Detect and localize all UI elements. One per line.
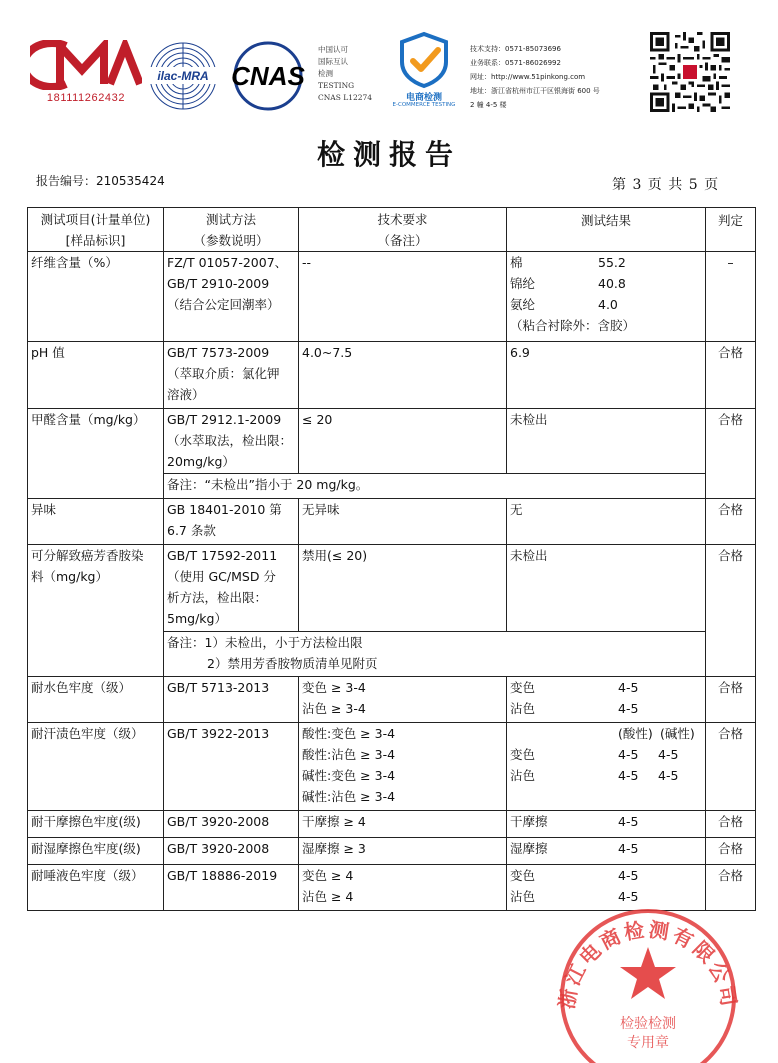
seal-ring-text: 浙江电商检测有限公司 (554, 917, 742, 1011)
item-cell: 耐汗渍色牢度（级） (28, 723, 164, 811)
requirement-cell: 变色 ≥ 3-4 沾色 ≥ 3-4 (299, 677, 507, 723)
item-cell: 甲醛含量（mg/kg） (28, 409, 164, 499)
contact-info (470, 42, 640, 112)
requirement-cell: 变色 ≥ 4 沾色 ≥ 4 (299, 865, 507, 911)
remark-cell: 备注：1）未检出，小于方法检出限 2）禁用芳香胺物质清单见附页 (164, 632, 706, 677)
result-cell: 无 (507, 499, 706, 545)
verdict-cell: 合格 (706, 545, 756, 677)
contact-line: 地址：浙江省杭州市江干区银海街 600 号 (470, 87, 600, 95)
cert-line: 检测 (318, 69, 333, 78)
verdict-cell: 合格 (706, 499, 756, 545)
result-cell: (酸性) (碱性) 变色 4-5 4-5 沾色 4-5 4-5 (507, 723, 706, 811)
cert-line: 中国认可 (318, 45, 348, 54)
requirement-cell: -- (299, 252, 507, 342)
item-cell: 可分解致癌芳香胺染 料（mg/kg） (28, 545, 164, 677)
method-cell: GB/T 17592-2011 （使用 GC/MSD 分 析方法，检出限： 5mg/kg） (164, 545, 299, 632)
result-cell: 干摩擦 4-5 (507, 811, 706, 838)
method-cell: GB/T 3920-2008 (164, 811, 299, 838)
method-cell: GB/T 5713-2013 (164, 677, 299, 723)
verdict-cell: 合格 (706, 838, 756, 865)
contact-line: 技术支持：0571-85073696 (470, 45, 561, 53)
table-row (28, 838, 756, 865)
table-row (28, 677, 756, 723)
result-cell: 棉 55.2 锦纶 40.8 氨纶 4.0 （粘合衬除外：含胶） (507, 252, 706, 342)
method-cell: GB/T 18886-2019 (164, 865, 299, 911)
ecommerce-sub: E-COMMERCE TESTING (392, 102, 456, 108)
table-header-row (28, 208, 756, 252)
accreditation-text (318, 44, 388, 104)
report-number: 报告编号：210535424 (36, 174, 165, 188)
method-cell: GB/T 3922-2013 (164, 723, 299, 811)
cnas-text: CNAS (231, 61, 305, 91)
qr-code-icon (650, 32, 730, 112)
cma-logo (30, 40, 142, 112)
item-cell: pH 值 (28, 342, 164, 409)
verdict-cell: 合格 (706, 409, 756, 499)
result-cell: 湿摩擦 4-5 (507, 838, 706, 865)
item-cell: 异味 (28, 499, 164, 545)
verdict-cell: – (706, 252, 756, 342)
contact-line: 网址：http://www.51pinkong.com (470, 73, 586, 81)
test-results-table (27, 207, 756, 911)
ilac-mra-logo (146, 40, 220, 112)
shield-check-icon (384, 30, 464, 90)
table-row (28, 723, 756, 811)
requirement-cell: 干摩擦 ≥ 4 (299, 811, 507, 838)
item-cell: 耐唾液色牢度（级） (28, 865, 164, 911)
method-cell: GB/T 7573-2009 （萃取介质：氯化钾 溶液） (164, 342, 299, 409)
verdict-cell: 合格 (706, 865, 756, 911)
cert-line: 国际互认 (318, 57, 348, 66)
result-cell: 未检出 (507, 409, 706, 474)
method-cell: GB/T 3920-2008 (164, 838, 299, 865)
table-row (28, 545, 756, 632)
result-cell: 未检出 (507, 545, 706, 632)
cnas-logo (224, 40, 312, 112)
requirement-cell: 禁用(≤ 20) (299, 545, 507, 632)
remark-cell: 备注：“未检出”指小于 20 mg/kg。 (164, 474, 706, 499)
result-cell: 变色 4-5 沾色 4-5 (507, 865, 706, 911)
header-result: 测试结果 (507, 208, 706, 252)
requirement-cell: 湿摩擦 ≥ 3 (299, 838, 507, 865)
contact-line: 2 幢 4-5 楼 (470, 101, 507, 109)
report-title: 检测报告 (316, 138, 461, 171)
item-cell: 耐水色牢度（级） (28, 677, 164, 723)
header-verdict: 判定 (706, 208, 756, 252)
seal-line-2: 专用章 (627, 1035, 669, 1051)
header-test-method: 测试方法 （参数说明） (164, 208, 299, 252)
table-row (28, 499, 756, 545)
verdict-cell: 合格 (706, 811, 756, 838)
table-row (28, 409, 756, 474)
method-cell: GB/T 2912.1-2009 （水萃取法，检出限： 20mg/kg） (164, 409, 299, 474)
method-cell: FZ/T 01057-2007、 GB/T 2910-2009 （结合公定回潮率） (164, 252, 299, 342)
result-cell: 变色 4-5 沾色 4-5 (507, 677, 706, 723)
report-header (0, 0, 778, 130)
ecommerce-testing-logo (384, 30, 464, 110)
method-cell: GB 18401-2010 第 6.7 条款 (164, 499, 299, 545)
requirement-cell: ≤ 20 (299, 409, 507, 474)
official-seal (554, 905, 742, 1059)
item-cell: 耐干摩擦色牢度(级) (28, 811, 164, 838)
seal-line-1: 检验检测 (620, 1016, 676, 1032)
cert-line: CNAS L12274 (318, 93, 373, 102)
star-icon (620, 947, 676, 999)
cma-phone: 181111262432 (46, 92, 126, 104)
table-row (28, 342, 756, 409)
cma-letters-graphic (30, 40, 142, 90)
item-cell: 耐湿摩擦色牢度(级) (28, 838, 164, 865)
verdict-cell: 合格 (706, 342, 756, 409)
requirement-cell: 4.0~7.5 (299, 342, 507, 409)
verdict-cell: 合格 (706, 723, 756, 811)
requirement-cell: 无异味 (299, 499, 507, 545)
ilac-text: ilac-MRA (157, 69, 209, 83)
result-cell: 6.9 (507, 342, 706, 409)
table-row (28, 252, 756, 342)
page-indicator: 第 3 页 共 5 页 (612, 177, 720, 193)
table-row (28, 811, 756, 838)
cert-line: TESTING (318, 81, 355, 90)
header-test-item: 测试项目(计量单位) [样品标识] (28, 208, 164, 252)
contact-line: 业务联系：0571-86026992 (470, 59, 561, 67)
item-cell: 纤维含量（%） (28, 252, 164, 342)
verdict-cell: 合格 (706, 677, 756, 723)
header-requirement: 技术要求 （备注） (299, 208, 507, 252)
requirement-cell: 酸性:变色 ≥ 3-4 酸性:沾色 ≥ 3-4 碱性:变色 ≥ 3-4 碱性:沾色 ≥ 3-4 (299, 723, 507, 811)
table-row (28, 865, 756, 911)
ecommerce-label: 电商检测 (405, 93, 442, 103)
